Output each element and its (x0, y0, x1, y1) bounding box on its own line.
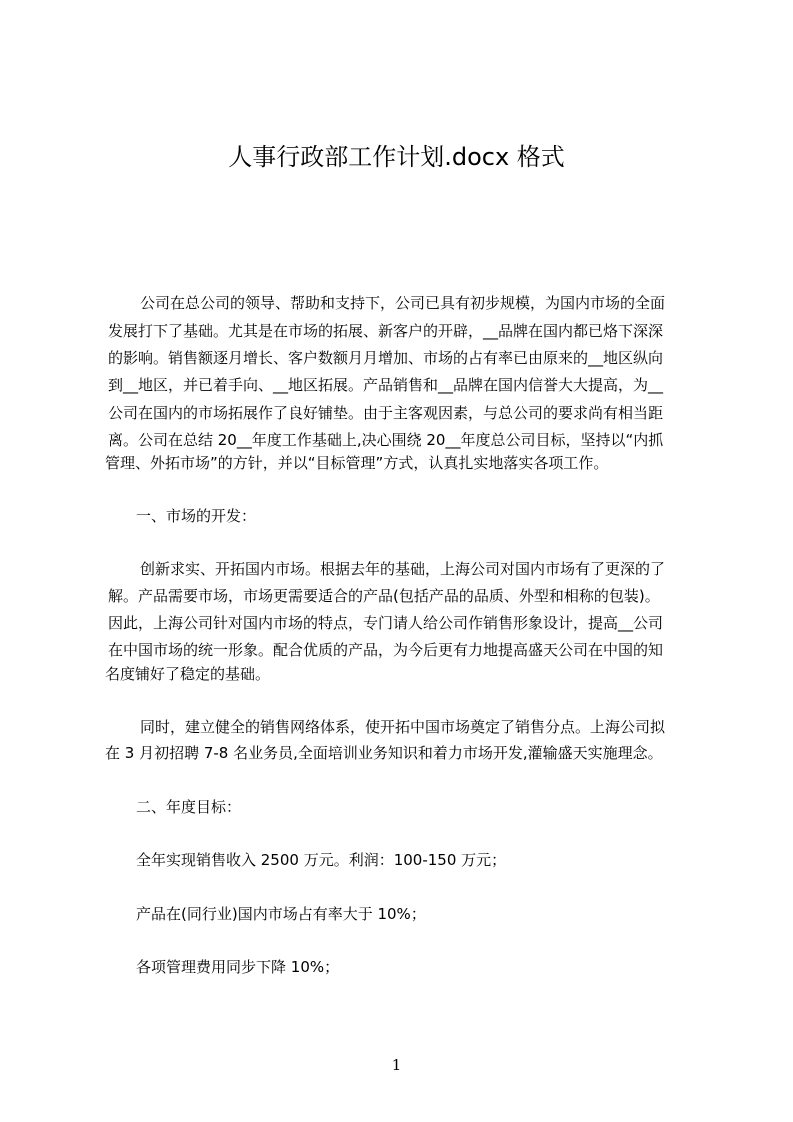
paragraph-line: 在中国市场的统一形象。配合优质的产品，为今后更有力地提高盛天公司在中国的知 (108, 641, 664, 659)
paragraph-line: 同时，建立健全的销售网络体系，使开拓中国市场奠定了销售分点。上海公司拟 (140, 718, 666, 736)
paragraph-line: 创新求实、开拓国内市场。根据去年的基础，上海公司对国内市场有了更深的了 (140, 560, 666, 578)
goal-item: 各项管理费用同步下降 10%； (136, 958, 340, 976)
paragraph-line: 解。产品需要市场，市场更需要适合的产品(包括产品的品质、外型和相称的包装)。 (108, 587, 660, 605)
section-heading-annual-goals: 二、年度目标： (136, 798, 242, 816)
goal-item: 全年实现销售收入 2500 万元。利润：100-150 万元； (136, 851, 507, 869)
goal-item: 产品在(同行业)国内市场占有率大于 10%； (136, 905, 426, 923)
paragraph-line: 的影响。销售额逐月增长、客户数额月月增加、市场的占有率已由原来的__地区纵向 (108, 349, 664, 367)
paragraph-line: 公司在国内的市场拓展作了良好铺垫。由于主客观因素，与总公司的要求尚有相当距 (108, 404, 664, 422)
paragraph-line: 管理、外拓市场”的方针，并以“目标管理”方式，认真扎实地落实各项工作。 (105, 454, 609, 472)
page-number: 1 (391, 1056, 402, 1074)
paragraph-line: 发展打下了基础。尤其是在市场的拓展、新客户的开辟，__品牌在国内都已烙下深深 (108, 322, 664, 340)
section-heading-market: 一、市场的开发： (136, 507, 257, 525)
document-title: 人事行政部工作计划.docx 格式 (228, 143, 565, 171)
paragraph-line: 在 3 月初招聘 7-8 名业务员,全面培训业务知识和着力市场开发,灌输盛天实施理念。 (105, 744, 663, 762)
paragraph-line: 到__地区，并已着手向、__地区拓展。产品销售和__品牌在国内信誉大大提高，为__ (108, 376, 664, 394)
paragraph-line: 离。公司在总结 20__年度工作基础上,决心围绕 20__年度总公司目标，坚持以“内抓 (108, 431, 664, 449)
paragraph-line: 名度铺好了稳定的基础。 (105, 665, 271, 683)
paragraph-line: 公司在总公司的领导、帮助和支持下，公司已具有初步规模，为国内市场的全面 (140, 294, 666, 312)
paragraph-line: 因此，上海公司针对国内市场的特点，专门请人给公司作销售形象设计，提高__公司 (108, 614, 664, 632)
